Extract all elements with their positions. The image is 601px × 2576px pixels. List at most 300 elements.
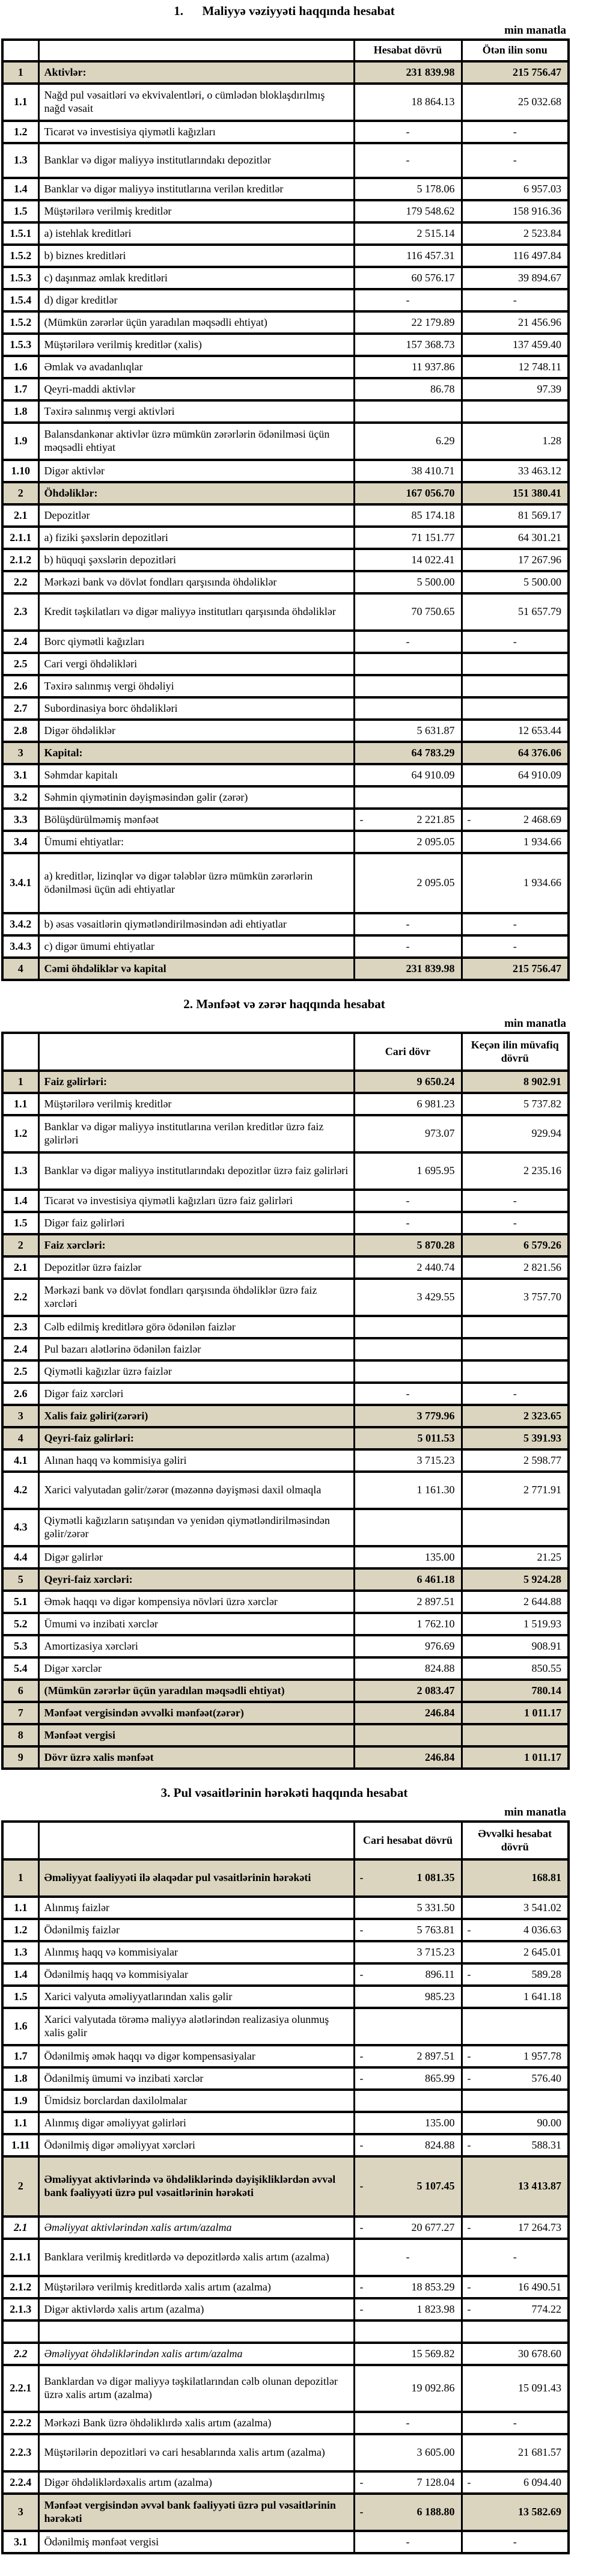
row-label-cell: Müştərilərin depozitləri və cari hesablarında xalis artım (azalma) [38, 2434, 354, 2471]
row-num-cell: 1.3 [2, 1152, 38, 1190]
value-number: 1 957.78 [523, 2049, 561, 2062]
minus-sign: - [359, 2221, 364, 2233]
row-label-cell: Ödənilmiş əmək haqqı və digər kompensasiyalar [38, 2045, 354, 2067]
row-label-cell: Alınmış digər əməliyyat gəlirləri [38, 2112, 354, 2134]
value-cell-previous [462, 2008, 569, 2045]
row-label-cell: b) biznes kreditləri [38, 245, 354, 267]
row-num-cell: 2.3 [2, 593, 38, 631]
value-cell-current: 5 870.28 [354, 1234, 462, 1256]
row-label-cell: Ümumi və inzibati xərclər [38, 1613, 354, 1635]
minus-sign: - [467, 2476, 471, 2488]
value-cell-previous: 2 235.16 [462, 1152, 569, 1190]
value-cell-current: - [354, 1212, 462, 1234]
value-cell-current: 6 461.18 [354, 1568, 462, 1591]
value-cell-previous [462, 675, 569, 697]
value-cell-previous: 30 678.60 [462, 2343, 569, 2365]
row-label-cell: Ümidsiz borclardan daxilolmalar [38, 2090, 354, 2112]
value-cell-current: 64 910.09 [354, 764, 462, 786]
row-num-cell: 5.4 [2, 1657, 38, 1680]
table-row [2, 1897, 569, 1919]
table-row [2, 2217, 569, 2239]
row-num-cell: 2.2.2 [2, 2412, 38, 2434]
table-row [2, 1509, 569, 1546]
minus-sign: - [467, 813, 471, 825]
row-num-cell: 1.8 [2, 400, 38, 423]
value-cell-current [354, 1360, 462, 1383]
value-number: 5 763.81 [416, 1923, 455, 1936]
value-cell-previous [462, 1509, 569, 1546]
value-cell-previous: 1 011.17 [462, 1746, 569, 1769]
row-label-cell: b) hüquqi şəxslərin depozitləri [38, 549, 354, 571]
row-label-cell: Digər aktivlərdə xalis artım (azalma) [38, 2298, 354, 2321]
row-label-cell: Kredit təşkilatları və digər maliyyə institutları qarşısında öhdəliklər [38, 593, 354, 631]
row-label-cell: Banklar və digər maliyyə institutlarına verilən kreditlər [38, 178, 354, 200]
row-num-cell: 3.1 [2, 764, 38, 786]
table-row [2, 334, 569, 356]
report-income-statement [1, 997, 601, 1770]
value-cell-current [354, 1316, 462, 1338]
value-cell-current: 246.84 [354, 1702, 462, 1724]
minus-sign: - [359, 2476, 364, 2488]
table-row [2, 1472, 569, 1509]
value-cell-previous: 929.94 [462, 1115, 569, 1152]
row-label-cell: Banklara verilmiş kreditlərdə və depozitlərdə xalis artım (azalma) [38, 2239, 354, 2276]
value-cell-current: 3 715.23 [354, 1941, 462, 1963]
table-body [2, 1859, 569, 2553]
cash-flow-table [1, 1820, 570, 2554]
value-cell-current: 231 839.98 [354, 61, 462, 84]
table-row [2, 675, 569, 697]
value-cell-current: 1 762.10 [354, 1613, 462, 1635]
table-row [2, 2239, 569, 2276]
row-num-cell: 1.9 [2, 2090, 38, 2112]
section-row [2, 742, 569, 764]
value-cell-current: 11 937.86 [354, 356, 462, 378]
row-label-cell: Əməliyyat fəaliyyəti ilə əlaqədar pul vəsaitlərinin hərəkəti [38, 1859, 354, 1897]
value-number: 865.99 [425, 2072, 455, 2084]
table-row [2, 2008, 569, 2045]
table-row [2, 2471, 569, 2494]
column-header-previous: Keçən ilin müvafiq dövrü [462, 1033, 569, 1071]
value-cell-current: 973.07 [354, 1115, 462, 1152]
table-row [2, 423, 569, 460]
table-row [2, 1657, 569, 1680]
row-num-cell [2, 2321, 38, 2343]
value-cell-previous: - [462, 1190, 569, 1212]
value-number: 774.22 [531, 2302, 561, 2315]
value-number: 1 823.98 [416, 2302, 455, 2315]
value-cell-previous: 215 756.47 [462, 958, 569, 980]
row-num-cell: 1 [2, 61, 38, 84]
value-cell-current: - [354, 289, 462, 311]
row-num-cell: 1.11 [2, 2134, 38, 2156]
minus-sign: - [359, 2506, 364, 2518]
row-num-cell: 2 [2, 482, 38, 504]
value-cell-current: 179 548.62 [354, 200, 462, 222]
value-cell-previous [462, 2045, 569, 2067]
table-row [2, 378, 569, 400]
row-label-cell: Qiymətli kağızlar üzrə faizlər [38, 1360, 354, 1383]
minus-sign: - [359, 813, 364, 825]
value-cell-previous: 2 644.88 [462, 1591, 569, 1613]
row-num-cell: 1.1 [2, 2112, 38, 2134]
minus-sign: - [359, 1923, 364, 1936]
value-cell-current [354, 675, 462, 697]
value-cell-previous [462, 1316, 569, 1338]
row-num-cell: 3.4 [2, 831, 38, 853]
value-cell-current [354, 809, 462, 831]
value-cell-previous: 64 301.21 [462, 527, 569, 549]
section-row [2, 2494, 569, 2531]
value-cell-current [354, 2045, 462, 2067]
row-label-cell: Əmlak və avadanlıqlar [38, 356, 354, 378]
row-num-cell: 1.6 [2, 356, 38, 378]
row-label-cell: Ödənilmiş ümumi və inzibati xərclər [38, 2067, 354, 2090]
row-num-cell: 2.2 [2, 2343, 38, 2365]
value-cell-current: - [354, 2531, 462, 2553]
row-label-cell: Digər aktivlər [38, 460, 354, 482]
row-num-cell: 1.5 [2, 1212, 38, 1234]
table-head [2, 1033, 569, 1071]
row-num-cell: 1.1 [2, 84, 38, 121]
value-cell-previous: - [462, 935, 569, 958]
value-cell-current: 5 331.50 [354, 1897, 462, 1919]
table-row [2, 289, 569, 311]
row-num-cell: 2.2.3 [2, 2434, 38, 2471]
value-cell-current: 70 750.65 [354, 593, 462, 631]
row-label-cell: Borc qiymətli kağızları [38, 631, 354, 653]
row-num-cell: 1.5.1 [2, 222, 38, 245]
row-label-cell: Digər faiz gəlirləri [38, 1212, 354, 1234]
row-num-cell: 1 [2, 1071, 38, 1093]
value-number: 4 036.63 [523, 1923, 561, 1936]
row-num-cell: 5.3 [2, 1635, 38, 1657]
row-label-cell: Ödənilmiş digər əməliyyat xərcləri [38, 2134, 354, 2156]
row-num-cell: 2.1.1 [2, 527, 38, 549]
value-cell-current [354, 2276, 462, 2298]
row-label-cell: Dövr üzrə xalis mənfəət [38, 1746, 354, 1769]
row-num-cell: 1.7 [2, 378, 38, 400]
value-cell-current: 824.88 [354, 1657, 462, 1680]
row-num-cell: 1.5.2 [2, 311, 38, 334]
row-label-cell: Ticarət və investisiya qiymətli kağızları üzrə faiz gəlirləri [38, 1190, 354, 1212]
table-row [2, 1316, 569, 1338]
value-number: 589.28 [531, 1968, 561, 1980]
value-cell-previous [462, 1338, 569, 1360]
report-balance-sheet [1, 4, 601, 981]
table-row [2, 245, 569, 267]
value-cell-previous [462, 400, 569, 423]
value-cell-current: 2 083.47 [354, 1680, 462, 1702]
minus-sign: - [359, 2180, 364, 2192]
value-cell-current: 3 605.00 [354, 2434, 462, 2471]
row-num-cell: 1.2 [2, 1919, 38, 1941]
table-row [2, 653, 569, 675]
row-num-cell: 2.7 [2, 697, 38, 720]
row-label-cell: Xarici valyutadan gəlir/zərər (məzənnə dəyişməsi daxil olmaqla [38, 1472, 354, 1509]
row-num-cell: 4.3 [2, 1509, 38, 1546]
table-row [2, 571, 569, 593]
row-label-cell: Digər faiz xərcləri [38, 1383, 354, 1405]
section-row [2, 1746, 569, 1769]
value-cell-previous: 158 916.36 [462, 200, 569, 222]
table-row [2, 786, 569, 809]
value-cell-previous: 2 821.56 [462, 1256, 569, 1279]
value-cell-current: 22 179.89 [354, 311, 462, 334]
value-cell-current: 1 161.30 [354, 1472, 462, 1509]
value-cell-previous: 21.25 [462, 1546, 569, 1568]
table-head [2, 40, 569, 61]
row-label-cell: Mənfəət vergisi [38, 1724, 354, 1746]
value-cell-current [354, 2298, 462, 2321]
value-cell-previous: 15 091.43 [462, 2365, 569, 2412]
table-row [2, 1383, 569, 1405]
value-cell-current [354, 653, 462, 675]
value-cell-current: 38 410.71 [354, 460, 462, 482]
row-label-cell: Banklar və digər maliyyə institutlarındakı depozitlər üzrə faiz gəlirləri [38, 1152, 354, 1190]
table-row [2, 913, 569, 935]
row-label-cell: (Mümkün zərərlər üçün yaradılan məqsədli ehtiyat) [38, 311, 354, 334]
value-cell-previous: 5 924.28 [462, 1568, 569, 1591]
value-cell-previous [462, 653, 569, 675]
value-number: 824.88 [425, 2138, 455, 2151]
row-label-cell: Mərkəzi bank və dövlət fondları qarşısında öhdəliklər üzrə faiz xərcləri [38, 1279, 354, 1316]
table-row [2, 1986, 569, 2008]
minus-sign: - [467, 2280, 471, 2293]
table-row [2, 1449, 569, 1472]
row-label-cell: Digər gəlirlər [38, 1546, 354, 1568]
table-row [2, 1635, 569, 1657]
table-row [2, 121, 569, 143]
value-cell-previous: 2 323.65 [462, 1405, 569, 1427]
row-label-cell: Müştərilərə verilmiş kreditlər (xalis) [38, 334, 354, 356]
row-num-cell: 2.1 [2, 504, 38, 527]
value-cell-current: 2 515.14 [354, 222, 462, 245]
column-header-current: Hesabat dövrü [354, 40, 462, 61]
row-label-cell: Banklardan və digər maliyyə təşkilatlarından cəlb olunan depozitlər üzrə xalis artım (azalma) [38, 2365, 354, 2412]
table-row [2, 831, 569, 853]
header-num-cell [2, 1033, 38, 1071]
value-cell-current: 135.00 [354, 1546, 462, 1568]
value-cell-previous: 33 463.12 [462, 460, 569, 482]
row-label-cell: Səhmin qiymətinin dəyişməsindən gəlir (zərər) [38, 786, 354, 809]
section-row [2, 1234, 569, 1256]
row-label-cell: Mərkəzi bank və dövlət fondları qarşısında öhdəliklər [38, 571, 354, 593]
value-cell-previous: 151 380.41 [462, 482, 569, 504]
row-label-cell: Alınmış faizlər [38, 1897, 354, 1919]
value-cell-current: 231 839.98 [354, 958, 462, 980]
row-num-cell: 2.5 [2, 1360, 38, 1383]
minus-sign: - [467, 1968, 471, 1980]
row-num-cell: 6 [2, 1680, 38, 1702]
value-cell-current: 2 440.74 [354, 1256, 462, 1279]
table-row [2, 2067, 569, 2090]
header-label-cell [38, 1822, 354, 1859]
row-label-cell: Xarici valyutada törəmə maliyyə alətlərindən realizasiya olunmuş xalis gəlir [38, 2008, 354, 2045]
row-label-cell: Faiz xərcləri: [38, 1234, 354, 1256]
minus-sign: - [359, 2302, 364, 2315]
header-row [2, 1822, 569, 1859]
row-label-cell: Pul bazarı alətlərinə ödənilən faizlər [38, 1338, 354, 1360]
row-num-cell: 1.5.3 [2, 267, 38, 289]
row-num-cell: 4.1 [2, 1449, 38, 1472]
row-label-cell: Qiymətli kağızların satışından və yenidən qiymətləndirilməsindən gəlir/zərər [38, 1509, 354, 1546]
row-num-cell: 1.5 [2, 1986, 38, 2008]
header-label-cell [38, 1033, 354, 1071]
value-cell-previous: 3 541.02 [462, 1897, 569, 1919]
table-title: 1. Maliyyə vəziyyəti haqqında hesabat [174, 4, 395, 18]
minus-sign: - [359, 1871, 364, 1884]
row-num-cell: 1.10 [2, 460, 38, 482]
value-cell-previous: 168.81 [462, 1859, 569, 1897]
value-cell-current: 19 092.86 [354, 2365, 462, 2412]
value-cell-current [354, 2090, 462, 2112]
table-row [2, 504, 569, 527]
table-row [2, 1279, 569, 1316]
row-label-cell: Banklar və digər maliyyə institutlarına verilən kreditlər üzrə faiz gəlirləri [38, 1115, 354, 1152]
value-number: 588.31 [531, 2138, 561, 2151]
table-row [2, 356, 569, 378]
row-num-cell: 9 [2, 1746, 38, 1769]
value-cell-previous: 1 011.17 [462, 1702, 569, 1724]
row-label-cell: c) daşınmaz əmlak kreditləri [38, 267, 354, 289]
row-label-cell: Qeyri-maddi aktivlər [38, 378, 354, 400]
row-label-cell: Əməliyyat aktivlərində və öhdəliklərində dəyişikliklərdən əvvəl bank fəaliyyəti üzrə pul vəsaitlərinin hərəkəti [38, 2156, 354, 2217]
value-cell-current: 85 174.18 [354, 504, 462, 527]
value-cell-previous: 5 737.82 [462, 1093, 569, 1115]
table-row [2, 2276, 569, 2298]
row-label-cell: Depozitlər [38, 504, 354, 527]
value-cell-previous [462, 2276, 569, 2298]
header-num-cell [2, 40, 38, 61]
row-num-cell: 1.1 [2, 1093, 38, 1115]
minus-sign: - [359, 2138, 364, 2151]
column-header-previous: Ötən ilin sonu [462, 40, 569, 61]
table-row [2, 2412, 569, 2434]
table-row [2, 720, 569, 742]
row-num-cell: 2.2.4 [2, 2471, 38, 2494]
row-num-cell: 1.5.2 [2, 245, 38, 267]
value-cell-previous: - [462, 121, 569, 143]
row-num-cell: 3 [2, 742, 38, 764]
row-num-cell: 1.8 [2, 2067, 38, 2090]
table-row [2, 593, 569, 631]
row-label-cell: (Mümkün zərərlər üçün yaradılan məqsədli ehtiyat) [38, 1680, 354, 1702]
value-cell-current [354, 2494, 462, 2531]
value-cell-previous [462, 2067, 569, 2090]
row-num-cell: 2 [2, 2156, 38, 2217]
value-cell-current: - [354, 1190, 462, 1212]
value-cell-current: 3 715.23 [354, 1449, 462, 1472]
value-cell-previous: 780.14 [462, 1680, 569, 1702]
value-cell-current: - [354, 1383, 462, 1405]
value-cell-current [354, 1509, 462, 1546]
value-cell-current: 71 151.77 [354, 527, 462, 549]
row-label-cell: Mərkəzi Bank üzrə öhdəliklırdə xalis artım (azalma) [38, 2412, 354, 2434]
value-cell-current [354, 2217, 462, 2239]
row-num-cell: 2.5 [2, 653, 38, 675]
row-label-cell: Qeyri-faiz gəlirləri: [38, 1427, 354, 1449]
value-cell-previous: 97.39 [462, 378, 569, 400]
table-row [2, 2112, 569, 2134]
row-num-cell: 3.2 [2, 786, 38, 809]
value-cell-previous: 25 032.68 [462, 84, 569, 121]
value-cell-previous: 137 459.40 [462, 334, 569, 356]
value-cell-current: 246.84 [354, 1746, 462, 1769]
value-cell-previous: 12 653.44 [462, 720, 569, 742]
row-num-cell: 2.4 [2, 631, 38, 653]
unit-label: min manatla [504, 24, 566, 37]
value-cell-previous: - [462, 2239, 569, 2276]
row-label-cell: Öhdəliklər: [38, 482, 354, 504]
value-cell-previous: - [462, 289, 569, 311]
row-num-cell: 2.2 [2, 1279, 38, 1316]
value-cell-previous [462, 2298, 569, 2321]
row-num-cell: 1.6 [2, 2008, 38, 2045]
row-label-cell: c) digər ümumi ehtiyatlar [38, 935, 354, 958]
section-row [2, 1427, 569, 1449]
value-cell-previous [462, 2471, 569, 2494]
value-cell-current [354, 1338, 462, 1360]
table-row [2, 2321, 569, 2343]
row-num-cell: 2.1.2 [2, 2276, 38, 2298]
table-row [2, 1941, 569, 1963]
row-label-cell: Banklar və digər maliyyə institutlarındakı depozitlər [38, 143, 354, 178]
row-label-cell: Subordinasiya borc öhdəlikləri [38, 697, 354, 720]
value-number: 16 490.51 [518, 2280, 561, 2293]
value-cell-previous: 6 957.03 [462, 178, 569, 200]
row-label-cell: Xarici valyuta əməliyyatlarından xalis gəlir [38, 1986, 354, 2008]
value-cell-previous: 215 756.47 [462, 61, 569, 84]
table-row [2, 2434, 569, 2471]
row-label-cell: Alınmış haqq və kommisiyalar [38, 1941, 354, 1963]
row-label-cell: Ödənilmiş mənfəət vergisi [38, 2531, 354, 2553]
table-row [2, 1115, 569, 1152]
value-cell-previous: 116 497.84 [462, 245, 569, 267]
row-label-cell: Müştərilərə verilmiş kreditlərdə xalis artım (azalma) [38, 2276, 354, 2298]
value-cell-previous [462, 2217, 569, 2239]
value-cell-previous: 13 413.87 [462, 2156, 569, 2217]
table-row [2, 1190, 569, 1212]
row-num-cell: 3 [2, 2494, 38, 2531]
value-cell-previous: 1 934.66 [462, 831, 569, 853]
value-cell-previous [462, 2090, 569, 2112]
table-row [2, 2045, 569, 2067]
value-cell-previous: 1.28 [462, 423, 569, 460]
value-cell-previous: 2 645.01 [462, 1941, 569, 1963]
value-cell-previous [462, 1360, 569, 1383]
row-label-cell: b) əsas vəsaitlərin qiymətləndirilməsindən adi ehtiyatlar [38, 913, 354, 935]
row-num-cell: 3.3 [2, 809, 38, 831]
row-num-cell: 1 [2, 1859, 38, 1897]
value-cell-previous: - [462, 1212, 569, 1234]
section-row [2, 958, 569, 980]
row-label-cell: Cəlb edilmiş kreditlərə görə ödənilən faizlər [38, 1316, 354, 1338]
row-label-cell: Digər öhdəliklərdəxalis artım (azalma) [38, 2471, 354, 2494]
row-label-cell: Bölüşdürülməmiş mənfəət [38, 809, 354, 831]
value-cell-current: 15 569.82 [354, 2343, 462, 2365]
row-label-cell: Xalis faiz gəliri(zərəri) [38, 1405, 354, 1427]
row-num-cell: 1.4 [2, 1190, 38, 1212]
value-number: 17 264.73 [518, 2221, 561, 2233]
table-row [2, 549, 569, 571]
row-num-cell: 8 [2, 1724, 38, 1746]
report-cash-flow [1, 1785, 601, 2554]
header-row [2, 1033, 569, 1071]
row-label-cell: a) kreditlər, lizinqlər və digər tələblər üzrə mümkün zərərlərin ödənilməsi üçün adi ehtiyatlar [38, 853, 354, 913]
row-num-cell: 1.7 [2, 2045, 38, 2067]
row-label-cell: Əməliyyat öhdəliklərindən xalis artım/azalma [38, 2343, 354, 2365]
